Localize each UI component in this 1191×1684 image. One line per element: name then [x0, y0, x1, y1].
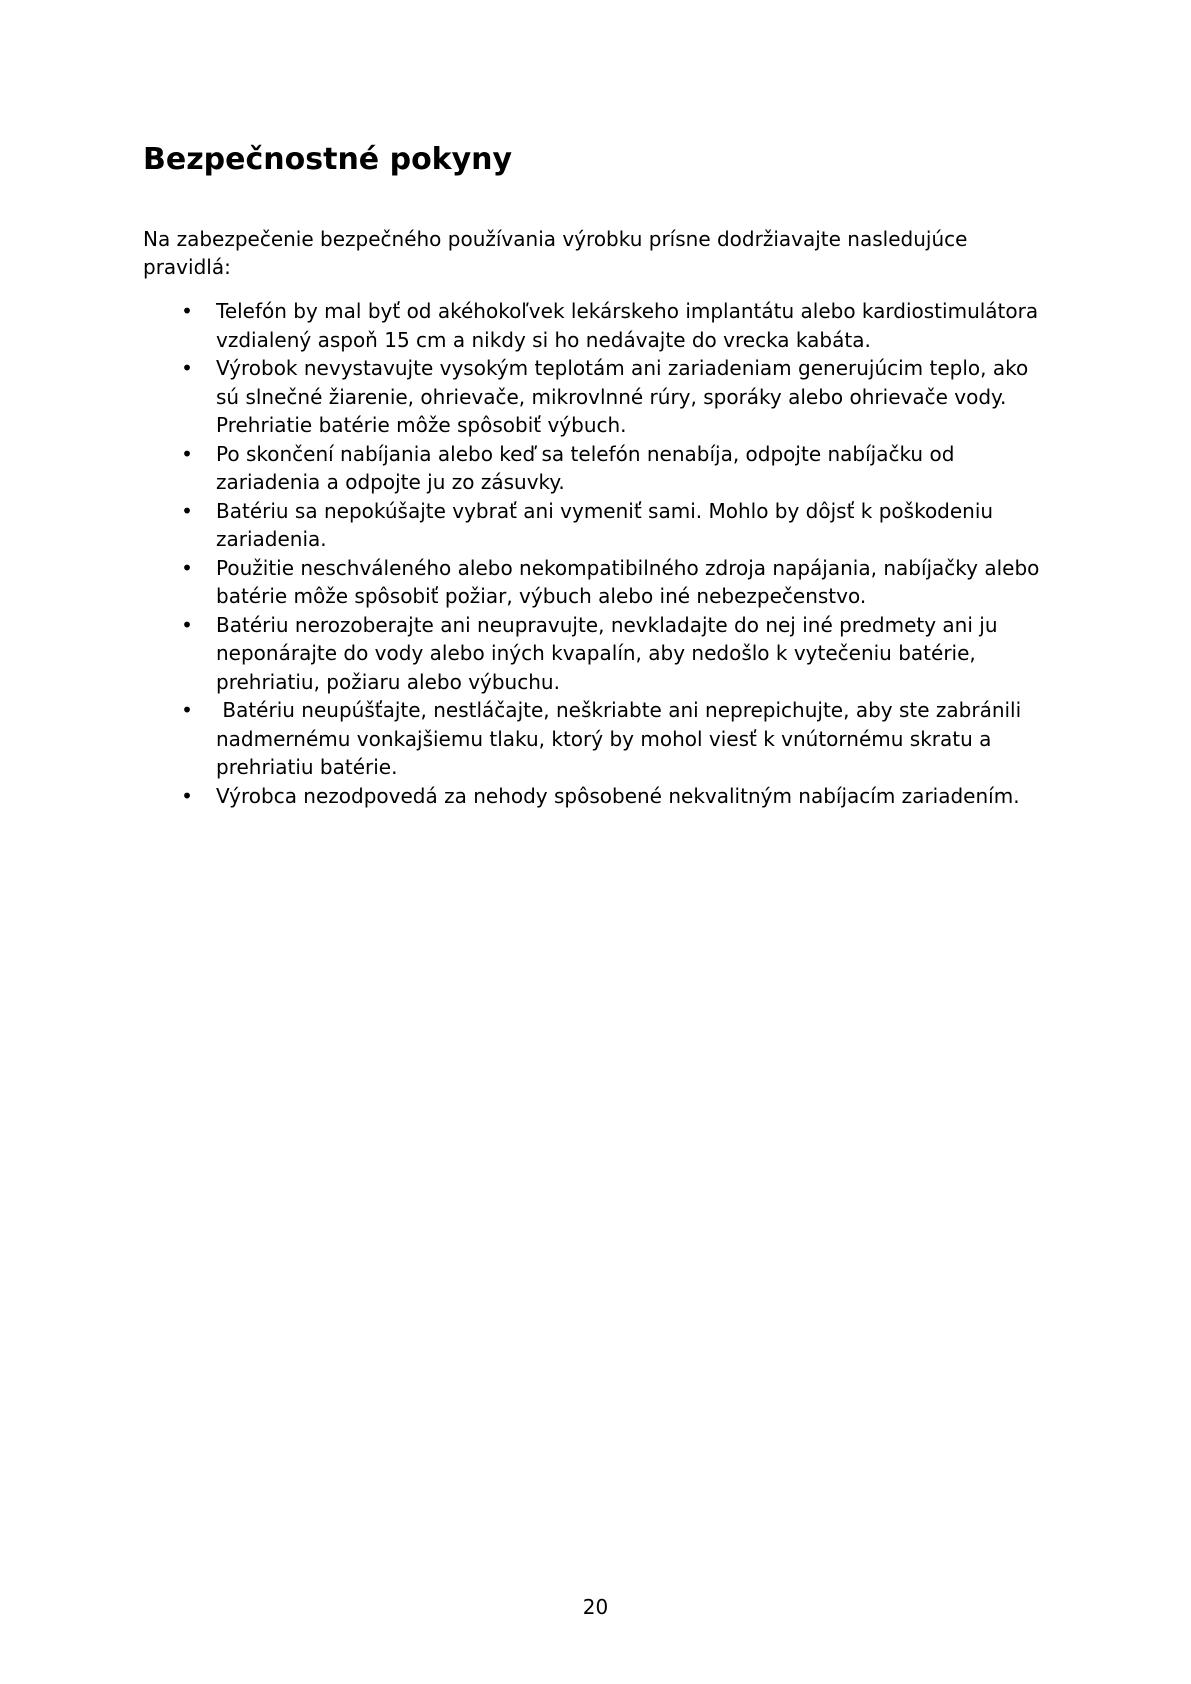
bullet-icon: • — [181, 356, 193, 380]
list-item-line: neponárajte do vody alebo iných kvapalín, aby nedošlo k vytečeniu batérie, — [216, 641, 976, 665]
bullet-icon: • — [181, 698, 193, 722]
list-item — [143, 611, 1083, 697]
list-item-line: Prehriatie batérie môže spôsobiť výbuch. — [216, 413, 627, 437]
safety-rules-list — [143, 297, 1083, 810]
page-title: Bezpečnostné pokyny — [143, 142, 513, 177]
list-item-line: Výrobca nezodpovedá za nehody spôsobené nekvalitným nabíjacím zariadením. — [216, 783, 1020, 808]
bullet-icon: • — [181, 612, 193, 637]
list-item — [143, 554, 1083, 611]
list-item-line: vzdialený aspoň 15 cm a nikdy si ho nedávajte do vrecka kabáta. — [216, 327, 871, 352]
list-item-line: Batériu neupúšťajte, nestláčajte, neškriabte ani neprepichujte, aby ste zabránili — [216, 698, 1022, 722]
list-item-line: Výrobok nevystavujte vysokým teplotám ani zariadeniam generujúcim teplo, ako — [216, 356, 1029, 380]
list-item-line: prehriatiu batérie. — [216, 755, 398, 779]
list-item — [143, 297, 1083, 354]
list-item-line: Batériu nerozoberajte ani neupravujte, nevkladajte do nej iné predmety ani ju — [216, 612, 998, 637]
list-item-line: zariadenia. — [216, 527, 327, 551]
list-item-line: Telefón by mal byť od akéhokoľvek lekárskeho implantátu alebo kardiostimulátora — [216, 299, 1039, 323]
list-item-line: nadmernému vonkajšiemu tlaku, ktorý by mohol viesť k vnútornému skratu a — [216, 726, 992, 751]
bullet-icon: • — [181, 498, 193, 523]
list-item-line: zariadenia a odpojte ju zo zásuvky. — [216, 470, 565, 494]
bullet-icon: • — [181, 299, 193, 323]
list-item — [143, 440, 1083, 497]
list-item — [143, 497, 1083, 554]
list-item — [143, 696, 1083, 782]
page-number: 20 — [582, 1595, 609, 1619]
list-item-line: Batériu sa nepokúšajte vybrať ani vymeniť sami. Mohlo by dôjsť k poškodeniu — [216, 498, 994, 523]
bullet-icon: • — [181, 783, 193, 808]
list-item-line: Po skončení nabíjania alebo keď sa telefón nenabíja, odpojte nabíjačku od — [216, 441, 955, 466]
list-item-line: prehriatiu, požiaru alebo výbuchu. — [216, 669, 560, 694]
list-item-line: batérie môže spôsobiť požiar, výbuch alebo iné nebezpečenstvo. — [216, 584, 867, 608]
intro-paragraph: Na zabezpečenie bezpečného používania výrobku prísne dodržiavajte nasledujúce pravidlá: — [143, 227, 968, 279]
list-item — [143, 782, 1083, 811]
bullet-icon: • — [181, 555, 193, 580]
list-item — [143, 354, 1083, 440]
list-item-line: Použitie neschváleného alebo nekompatibilného zdroja napájania, nabíjačky alebo — [216, 555, 1040, 580]
bullet-icon: • — [181, 441, 193, 466]
list-item-line: sú slnečné žiarenie, ohrievače, mikrovlnné rúry, sporáky alebo ohrievače vody. — [216, 384, 1007, 409]
